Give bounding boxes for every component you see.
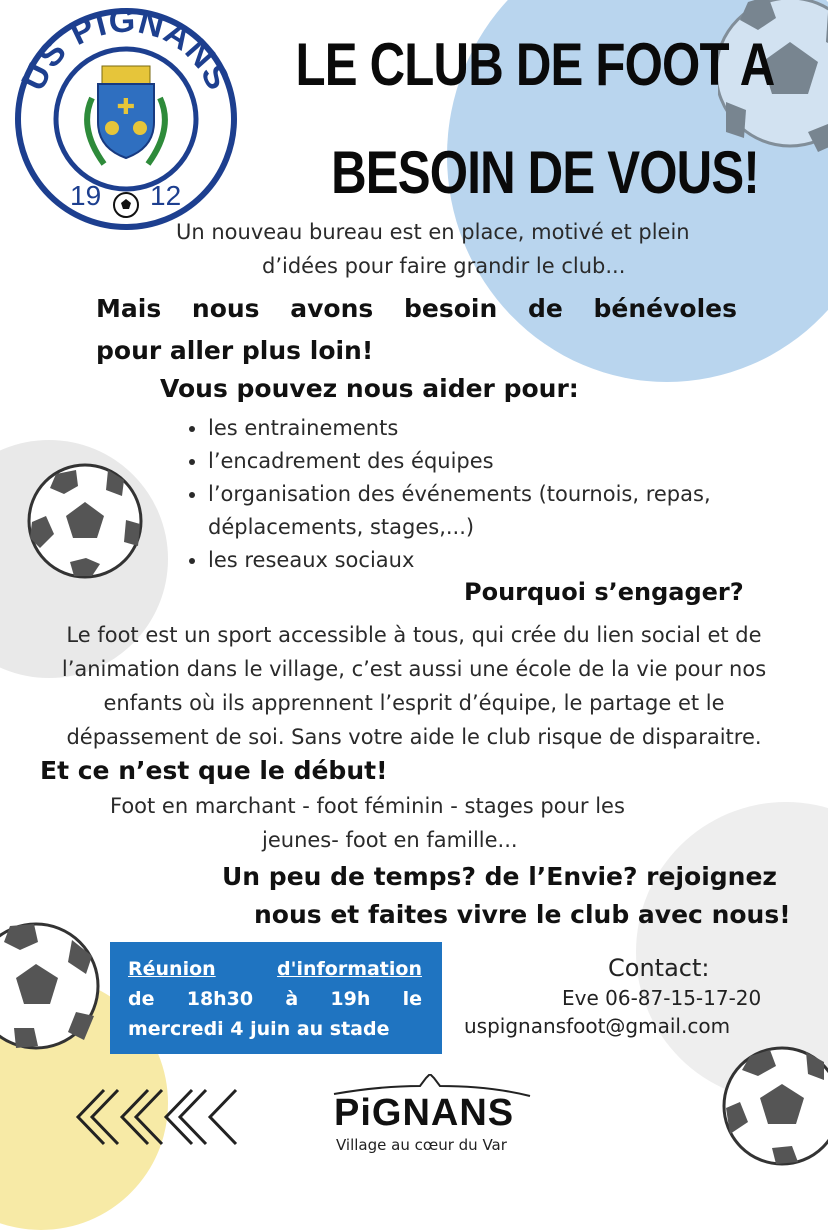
soccer-ball-icon-bottom-left <box>0 916 106 1056</box>
help-item-training: • les entrainements <box>208 412 828 445</box>
chevron-left-icon-4 <box>210 1090 236 1144</box>
reunion-time-3: à <box>285 988 299 1010</box>
soccer-ball-icon-left <box>26 462 144 580</box>
reunion-word-2: d'information <box>277 958 422 980</box>
club-logo-text-layer <box>12 8 240 230</box>
club-logo-year-left: 19 <box>70 180 102 211</box>
help-list <box>182 412 828 577</box>
help-item-events <box>208 478 828 544</box>
cta-line-1: Un peu de temps? de l’Envie? rejoignez <box>222 862 777 891</box>
town-tagline: Village au cœur du Var <box>336 1136 507 1154</box>
contact-email: uspignansfoot@gmail.com <box>464 1014 731 1038</box>
volunteers-line-2: pour aller plus loin! <box>96 336 374 365</box>
reunion-box <box>110 942 442 1054</box>
why-text-line-4: dépassement de soi. Sans votre aide le club risque de disparaitre. <box>66 725 762 749</box>
town-logo <box>330 1074 536 1158</box>
why-title: Pourquoi s’engager? <box>464 578 744 606</box>
why-text-line-3: enfants où ils apprennent l’esprit d’équipe, le partage et le <box>103 691 725 715</box>
reunion-line-3: mercredi 4 juin au stade <box>128 1018 390 1040</box>
why-text-line-1: Le foot est un sport accessible à tous, qui crée du lien social et de <box>66 623 762 647</box>
contact-phone: Eve 06-87-15-17-20 <box>562 986 762 1010</box>
reunion-word-1: Réunion <box>128 958 216 980</box>
headline-line-1: LE CLUB DE FOOT A <box>295 31 775 98</box>
help-item-events-line1: l’organisation des événements (tournois, repas, <box>208 482 711 506</box>
programs-line-1: Foot en marchant - foot féminin - stages pour les <box>110 794 625 818</box>
club-logo <box>12 8 240 230</box>
why-text-line-2: l’animation dans le village, c’est aussi une école de la vie pour nos <box>61 657 767 681</box>
programs-line-2: jeunes- foot en famille... <box>262 828 518 852</box>
soccer-ball-icon-bottom-right <box>720 1042 828 1168</box>
help-item-coaching: • l’encadrement des équipes <box>208 445 828 478</box>
volunteers-line-1 <box>96 294 737 323</box>
beginning-title: Et ce n’est que le début! <box>40 756 388 785</box>
why-text <box>0 618 828 754</box>
chevron-left-icons <box>74 1088 244 1146</box>
reunion-time-1: de <box>128 988 155 1010</box>
club-logo-top-text: US PIGNANS <box>14 8 238 97</box>
intro-line-2: d’idées pour faire grandir le club... <box>262 254 626 278</box>
headline-line-2: BESOIN DE VOUS! <box>331 139 759 206</box>
reunion-line-1 <box>128 954 422 984</box>
reunion-time-5: le <box>402 988 422 1010</box>
svg-text:✚: ✚ <box>116 95 136 120</box>
volunteers-text: Mais nous avons besoin de bénévoles <box>96 294 737 323</box>
cta-line-2: nous et faites vivre le club avec nous! <box>254 900 791 929</box>
contact-title: Contact: <box>608 954 710 982</box>
reunion-line-2 <box>128 984 422 1014</box>
reunion-time-2: 18h30 <box>186 988 254 1010</box>
svg-text:US PIGNANS <box>14 8 237 96</box>
intro-line-1: Un nouveau bureau est en place, motivé et plein <box>176 220 690 244</box>
town-name: PiGNANS <box>334 1092 515 1134</box>
help-item-events-line2: déplacements, stages,...) <box>208 515 475 539</box>
help-item-social: • les reseaux sociaux <box>208 544 828 577</box>
club-logo-year-right: 12 <box>150 180 182 211</box>
reunion-time-4: 19h <box>330 988 371 1010</box>
help-title: Vous pouvez nous aider pour: <box>160 374 579 403</box>
